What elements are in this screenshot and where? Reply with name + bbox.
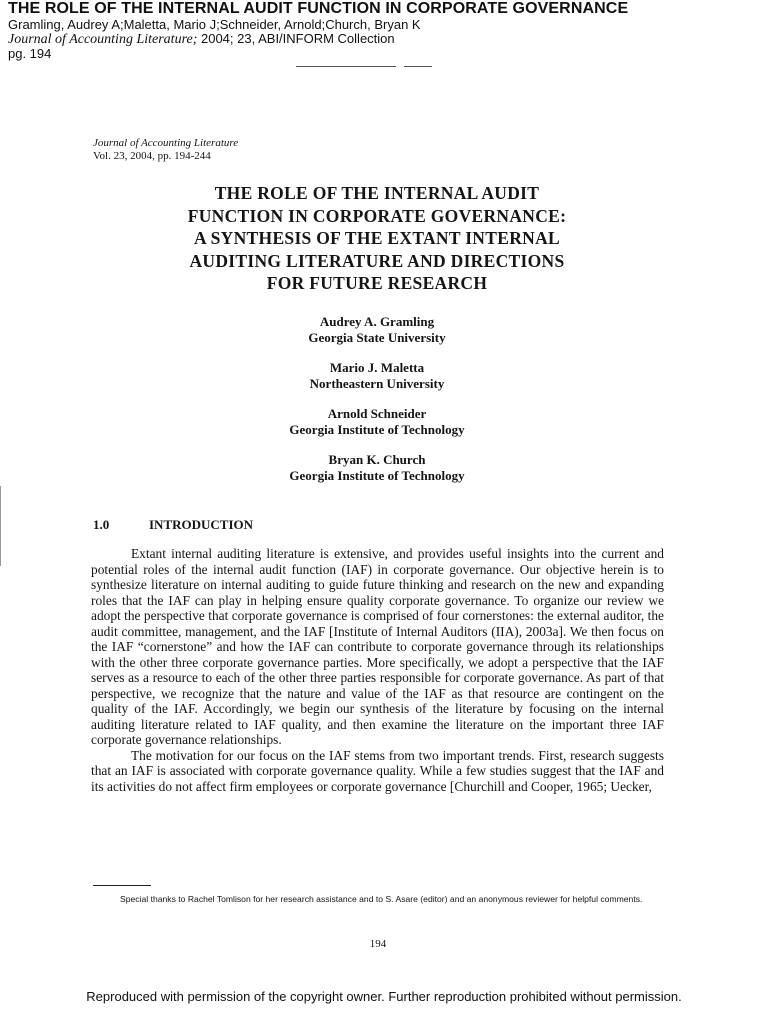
author-affiliation: Georgia State University	[308, 329, 446, 345]
title-line: AUDITING LITERATURE AND DIRECTIONS	[189, 250, 565, 271]
section-number: 1.0	[93, 517, 110, 532]
journal-info	[93, 137, 238, 163]
journal-volume: Vol. 23, 2004, pp. 194-244	[93, 150, 211, 162]
header-page: pg. 194	[8, 46, 52, 61]
author-affiliation: Georgia Institute of Technology	[289, 421, 465, 437]
body-paragraph: The motivation for our focus on the IAF stems from two important trends. First, research suggests that an IAF is associated with corporate governance quality. While a few studies suggest that the IAF and its activities do not affect firm employees or corporate governance [Churchill and Cooper, 1965; Uecker,	[91, 747, 664, 794]
scan-edge-mark	[0, 486, 1, 566]
author-block	[180, 360, 574, 391]
document-header	[8, 0, 768, 61]
author-affiliation: Georgia Institute of Technology	[289, 467, 465, 483]
body-text	[91, 546, 664, 794]
copyright-footer: Reproduced with permission of the copyright owner. Further reproduction prohibited without permission.	[86, 989, 682, 1004]
section-title: INTRODUCTION	[149, 517, 254, 532]
author-block	[180, 452, 574, 483]
body-paragraph: Extant internal auditing literature is extensive, and provides useful insights into the current and potential roles of the internal audit function (IAF) in corporate governance. Our objective herein is to synthesize literature on internal auditing to guide future thinking and research on the new and expanding roles that the IAF can play in helping ensure quality corporate governance. To organize our review we adopt the perspective that corporate governance is comprised of four cornerstones: the external auditor, the audit committee, management, and the IAF [Institute of Internal Auditors (IIA), 2003a]. We then focus on the IAF “cornerstone” and how the IAF can contribute to corporate governance through its relationships with the other three corporate governance parties. More specifically, we adopt a perspective that the IAF serves as a resource to each of the other three parties responsible for corporate governance. As part of that perspective, we recognize that the nature and value of the IAF as that resource are contingent on the quality of the IAF. Accordingly, we begin our synthesis of the literature by focusing on the internal auditing literature related to IAF quality, and then examine the literature on the important three IAF corporate governance relationships.	[91, 546, 664, 747]
author-block	[180, 314, 574, 345]
header-title: THE ROLE OF THE INTERNAL AUDIT FUNCTION IN CORPORATE GOVERNANCE	[8, 0, 629, 17]
footnote: Special thanks to Rachel Tomlison for her research assistance and to S. Asare (editor) and an anonymous reviewer for helpful comments.	[120, 894, 643, 904]
title-line: A SYNTHESIS OF THE EXTANT INTERNAL	[194, 228, 560, 248]
paper-title	[80, 182, 674, 295]
author-name: Bryan K. Church	[328, 452, 426, 467]
header-divider	[296, 66, 432, 67]
author-name: Audrey A. Gramling	[319, 314, 435, 329]
header-journal: Journal of Accounting Literature;	[8, 32, 198, 47]
author-name: Arnold Schneider	[327, 406, 427, 421]
header-citation	[8, 32, 768, 47]
author-affiliation: Northeastern University	[309, 375, 445, 391]
section-heading	[93, 517, 253, 533]
header-citation-detail: 2004; 23, ABI/INFORM Collection	[197, 31, 395, 46]
header-authors: Gramling, Audrey A;Maletta, Mario J;Schneider, Arnold;Church, Bryan K	[8, 17, 421, 32]
author-block	[180, 406, 574, 437]
journal-name: Journal of Accounting Literature	[93, 137, 239, 149]
title-line: FOR FUTURE RESEARCH	[266, 273, 488, 293]
title-line: THE ROLE OF THE INTERNAL AUDIT	[214, 183, 540, 203]
author-list	[180, 314, 574, 498]
title-line: FUNCTION IN CORPORATE GOVERNANCE:	[187, 205, 567, 226]
author-name: Mario J. Maletta	[329, 360, 425, 375]
page-number: 194	[369, 938, 387, 950]
footnote-divider	[93, 885, 151, 886]
